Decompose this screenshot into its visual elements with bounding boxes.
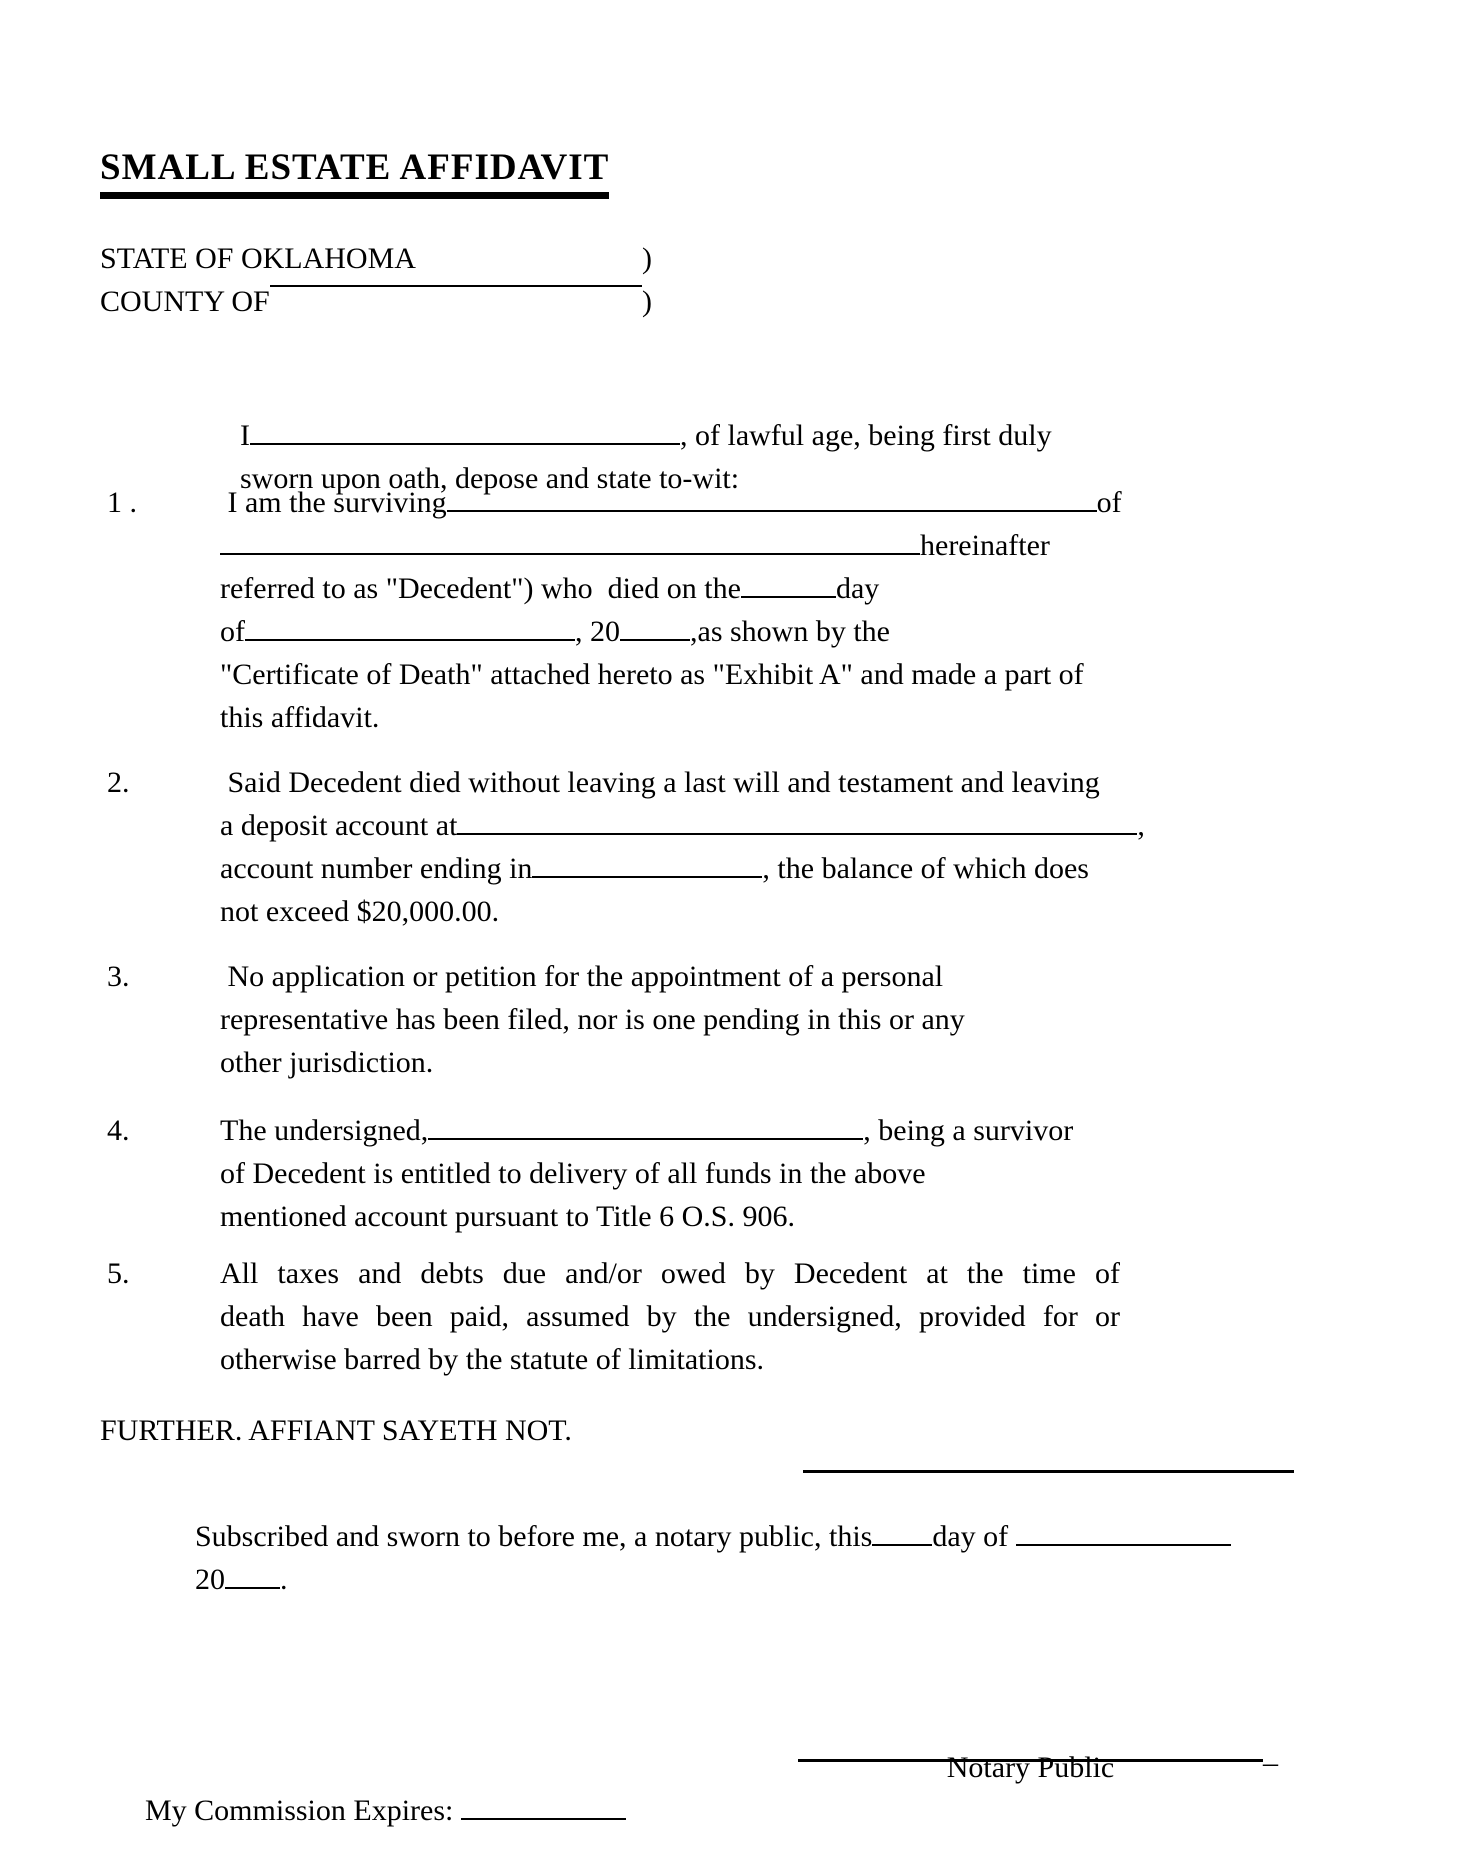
- item-5-text: [220, 1252, 1120, 1381]
- item-5: [100, 1252, 1474, 1381]
- item-3-line-3: other jurisdiction.: [220, 1046, 434, 1079]
- notary-line-tail: _: [1263, 1736, 1278, 1769]
- item-3-text: [220, 955, 1185, 1084]
- item-2-line-1: Said Decedent died without leaving a last will and testament and leaving: [220, 766, 1100, 799]
- notary-public-label: Notary Public: [946, 1751, 1115, 1784]
- item-2-line-3: account number ending in: [220, 852, 533, 885]
- item-2-line-2-end: ,: [1137, 809, 1145, 842]
- item-2-line-3-end: , the balance of which does: [762, 852, 1089, 885]
- surviving-relation-blank[interactable]: [447, 505, 1097, 512]
- account-number-blank[interactable]: [532, 871, 762, 878]
- item-2: [100, 761, 1474, 933]
- item-3-line-2: representative has been filed, nor is one pending in this or any: [220, 1003, 965, 1036]
- item-1-line-4-mid: , 20: [575, 615, 620, 648]
- venue-block: [100, 237, 652, 323]
- county-paren: ): [642, 285, 652, 318]
- item-1-line-4-end: ,as shown by the: [690, 615, 890, 648]
- undersigned-name-blank[interactable]: [428, 1133, 863, 1140]
- affiant-name-blank[interactable]: [250, 438, 680, 445]
- decedent-name-blank[interactable]: [220, 548, 920, 555]
- intro-text-2: sworn upon oath, depose and state to-wit:: [240, 462, 740, 495]
- item-1-text: [220, 481, 1185, 739]
- item-5-line-2: death have been paid, assumed by the undersigned, provided for or: [220, 1300, 1120, 1333]
- item-4: [100, 1109, 1474, 1238]
- item-3: [100, 955, 1474, 1084]
- item-1-line-5: "Certificate of Death" attached hereto as "Exhibit A" and made a part of: [220, 658, 1084, 691]
- footer-row: [100, 1731, 1474, 1859]
- item-1-line-2-end: hereinafter: [920, 529, 1050, 562]
- item-3-number: 3.: [107, 960, 130, 993]
- intro-line-1: [195, 371, 1474, 452]
- commission-expires: [100, 1746, 626, 1859]
- notary-day-blank[interactable]: [872, 1539, 932, 1546]
- bank-name-blank[interactable]: [457, 828, 1137, 835]
- item-5-line-3: otherwise barred by the statute of limitations.: [220, 1343, 765, 1376]
- item-1-line-4: of: [220, 615, 245, 648]
- item-5-number: 5.: [107, 1257, 130, 1290]
- item-1-line-1-end: of: [1096, 486, 1122, 519]
- notary-month-blank[interactable]: [1016, 1539, 1231, 1546]
- item-2-text: [220, 761, 1185, 933]
- notary-line-1-mid: day of: [932, 1520, 1016, 1553]
- venue-county-line: [100, 280, 652, 323]
- notary-signature-block: [798, 1731, 1278, 1859]
- item-4-line-3: mentioned account pursuant to Title 6 O.S. 906.: [220, 1200, 795, 1233]
- page-title: SMALL ESTATE AFFIDAVIT: [100, 148, 609, 199]
- item-1-line-6: this affidavit.: [220, 701, 380, 734]
- item-1: [100, 481, 1474, 739]
- item-4-number: 4.: [107, 1114, 130, 1147]
- item-5-line-1: All taxes and debts due and/or owed by Decedent at the time of: [220, 1257, 1120, 1290]
- item-4-line-2: of Decedent is entitled to delivery of all funds in the above: [220, 1157, 926, 1190]
- further-statement: FURTHER. AFFIANT SAYETH NOT.: [100, 1414, 572, 1447]
- item-1-line-3: referred to as "Decedent") who died on the: [220, 572, 741, 605]
- intro-text: I: [240, 419, 250, 452]
- commission-date-blank[interactable]: [461, 1813, 626, 1820]
- item-1-line-3-end: day: [835, 572, 880, 605]
- notary-line-2-end: .: [280, 1563, 288, 1596]
- state-label: STATE OF OKLAHOMA: [100, 242, 416, 275]
- notary-line-1: Subscribed and sworn to before me, a notary public, this: [195, 1520, 873, 1553]
- intro-paragraph: [195, 371, 1474, 495]
- notary-acknowledgment: [195, 1515, 1474, 1601]
- item-3-line-1: No application or petition for the appointment of a personal: [220, 960, 944, 993]
- intro-text-cont: , of lawful age, being first duly: [680, 419, 1052, 452]
- item-2-number: 2.: [107, 766, 130, 799]
- item-2-line-2: a deposit account at: [220, 809, 458, 842]
- item-4-text: [220, 1109, 1185, 1238]
- notary-line-2: 20: [195, 1563, 225, 1596]
- notary-year-blank[interactable]: [225, 1582, 280, 1589]
- venue-state-line: [100, 237, 652, 280]
- county-blank[interactable]: [270, 280, 642, 287]
- commission-label: My Commission Expires:: [145, 1794, 461, 1827]
- county-label: COUNTY OF: [100, 285, 270, 318]
- item-1-line-1: I am the surviving: [220, 486, 447, 519]
- affiant-signature-line[interactable]: [803, 1470, 1294, 1473]
- death-day-blank[interactable]: [741, 591, 836, 598]
- state-spacer: [416, 237, 642, 280]
- state-paren: ): [642, 242, 652, 275]
- death-year-blank[interactable]: [620, 634, 690, 641]
- item-4-line-1-end: , being a survivor: [863, 1114, 1074, 1147]
- death-month-blank[interactable]: [245, 634, 575, 641]
- item-4-line-1: The undersigned,: [220, 1114, 429, 1147]
- item-2-line-4: not exceed $20,000.00.: [220, 895, 500, 928]
- item-1-number: 1 .: [107, 486, 137, 519]
